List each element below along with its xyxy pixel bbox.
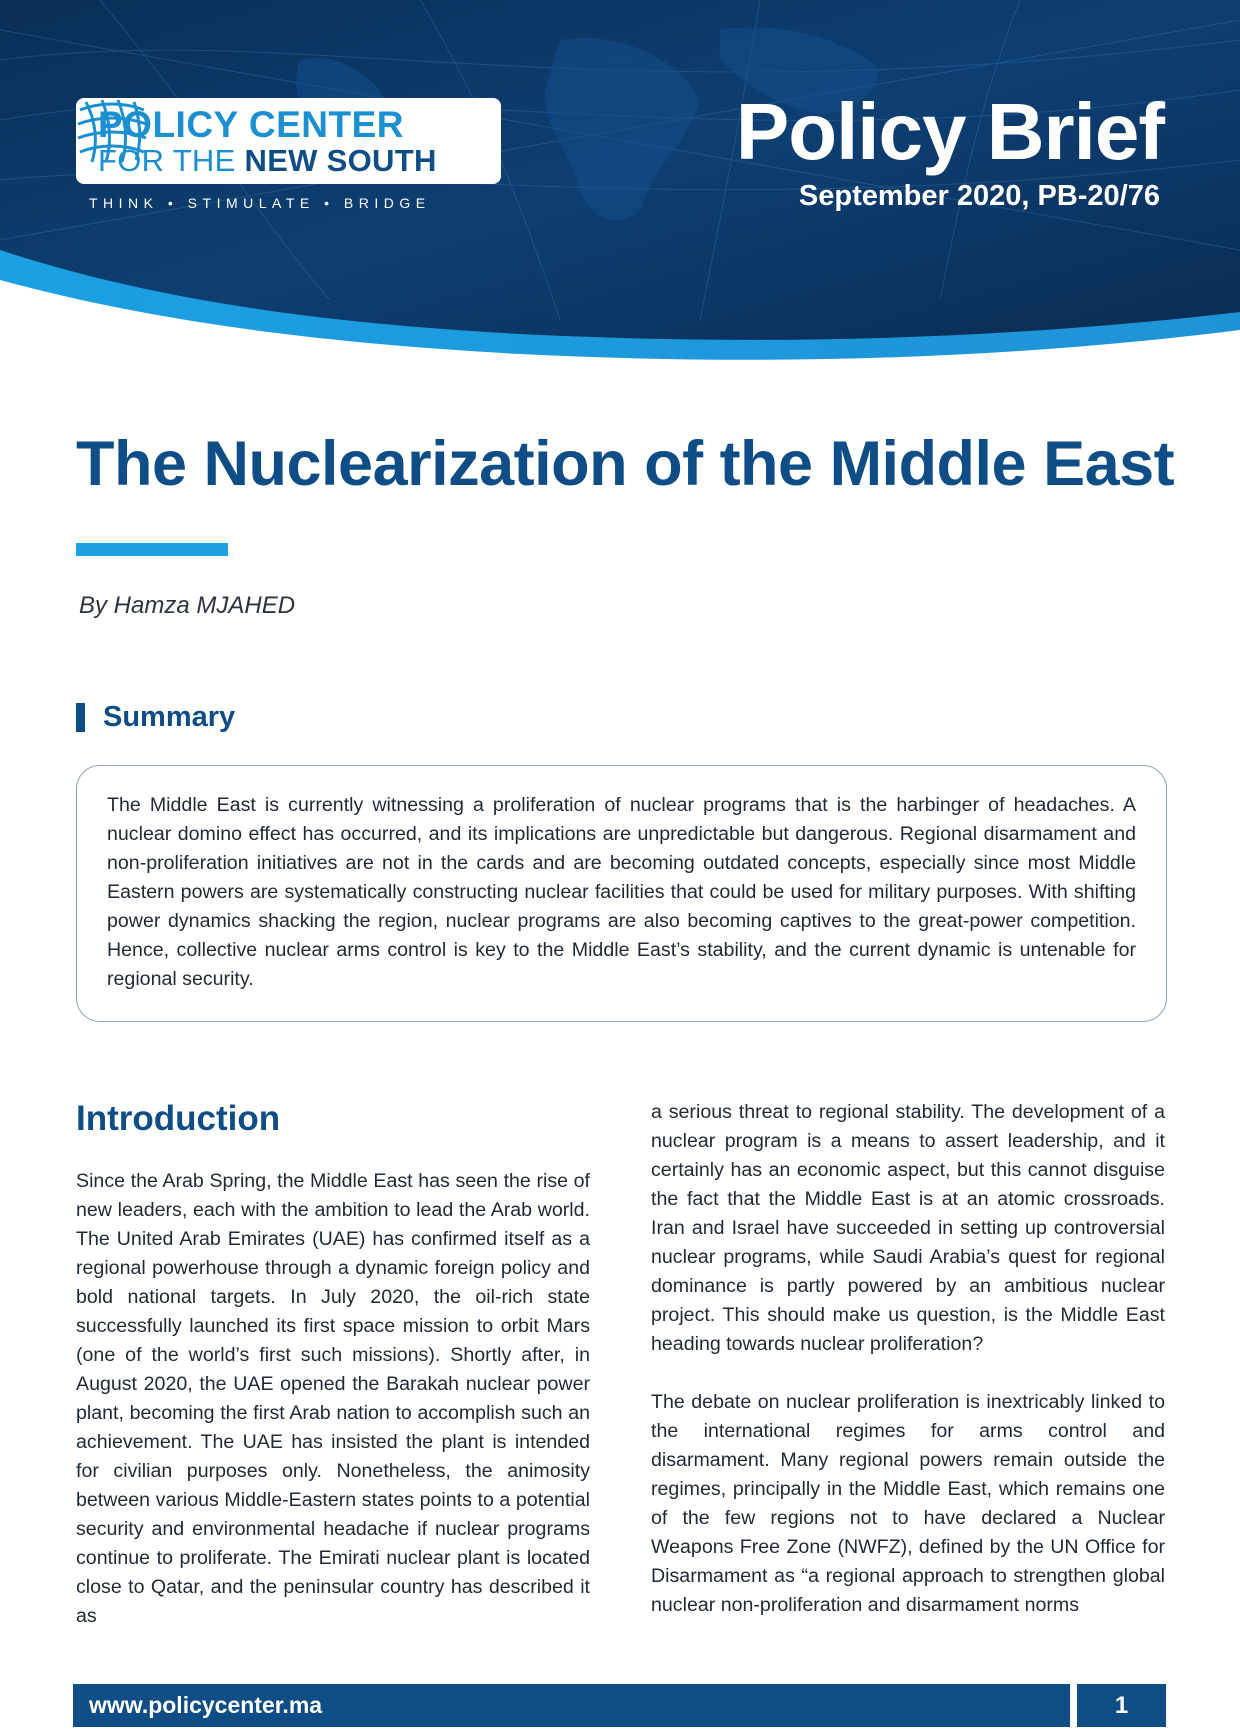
footer-website-link[interactable]: www.policycenter.ma [89, 1692, 323, 1718]
title-underline [76, 543, 228, 556]
logo-subtitle-bold: NEW SOUTH [244, 143, 437, 178]
publication-type: Policy Brief [735, 87, 1164, 176]
summary-marker [76, 703, 85, 732]
intro-paragraph-3: The debate on nuclear proliferation is inextricably linked to the international regimes for arms control and disarmament. Many regional powers remain outside the regimes, principally in the Middle East, which remains one of the few regions not to have declared a Nuclear Weapons Free Zone (NWFZ), defined by the UN Office for Disarmament as “a regional approach to strengthen global nuclear non-proliferation and disarmament norms [651, 1391, 1165, 1616]
page-title: The Nuclearization of the Middle East [76, 429, 1175, 499]
summary-text: The Middle East is currently witnessing a proliferation of nuclear programs that is the harbinger of headaches. A nuclear domino effect has occurred, and its implications are unpredictable but dangerous. Regional disarmament and non-proliferation initiatives are not in the cards and are becoming outdated concepts, especially since most Middle Eastern powers are systematically constructing nuclear facilities that could be used for military purposes. With shifting power dynamics shacking the region, nuclear programs are also becoming captives to the great-power competition. Hence, collective nuclear arms control is key to the Middle East’s stability, and the current dynamic is untenable for regional security. [107, 794, 1136, 990]
author-byline: By Hamza MJAHED [79, 592, 296, 619]
summary-box [76, 765, 1167, 1022]
logo [76, 98, 501, 184]
globe-grid-icon [76, 98, 148, 164]
intro-paragraph-1: Since the Arab Spring, the Middle East has seen the rise of new leaders, each with the ambition to lead the Arab world. The United Arab Emirates (UAE) has confirmed itself as a regional powerhouse through a dynamic foreign policy and bold national targets. In July 2020, the oil-rich state successfully launched its first space mission to orbit Mars (one of the world’s first such missions). Shortly after, in August 2020, the UAE opened the Barakah nuclear power plant, becoming the first Arab nation to accomplish such an achievement. The UAE has insisted the plant is intended for civilian purposes only. Nonetheless, the animosity between various Middle-Eastern states points to a potential security and environmental headache if nuclear programs continue to proliferate. The Emirati nuclear plant is located close to Qatar, and the peninsular country has described it as [76, 1170, 590, 1627]
right-column [651, 1098, 1165, 1620]
summary-title: Summary [103, 701, 236, 733]
logo-title: POLICY CENTER [98, 104, 404, 145]
tagline: THINK • STIMULATE • BRIDGE [89, 195, 431, 211]
page-number: 1 [1077, 1684, 1166, 1727]
introduction-heading: Introduction [76, 1099, 281, 1138]
footer-bar [73, 1684, 1070, 1727]
logo-subtitle [98, 145, 437, 176]
intro-paragraph-2: a serious threat to regional stability. The development of a nuclear program is a means to assert leadership, and it certainly has an economic aspect, but this cannot disguise the fact that the Middle East is at an atomic crossroads. Iran and Israel have succeeded in setting up controversial nuclear programs, while Saudi Arabia’s quest for regional dominance is partly powered by an ambitious nuclear project. This should make us question, is the Middle East heading towards nuclear proliferation? [651, 1101, 1165, 1355]
left-column [76, 1167, 590, 1631]
publication-date-code: September 2020, PB-20/76 [798, 180, 1160, 212]
summary-heading [76, 701, 235, 734]
header-banner [0, 0, 1240, 370]
logo-subtitle-prefix: FOR THE [98, 143, 245, 178]
